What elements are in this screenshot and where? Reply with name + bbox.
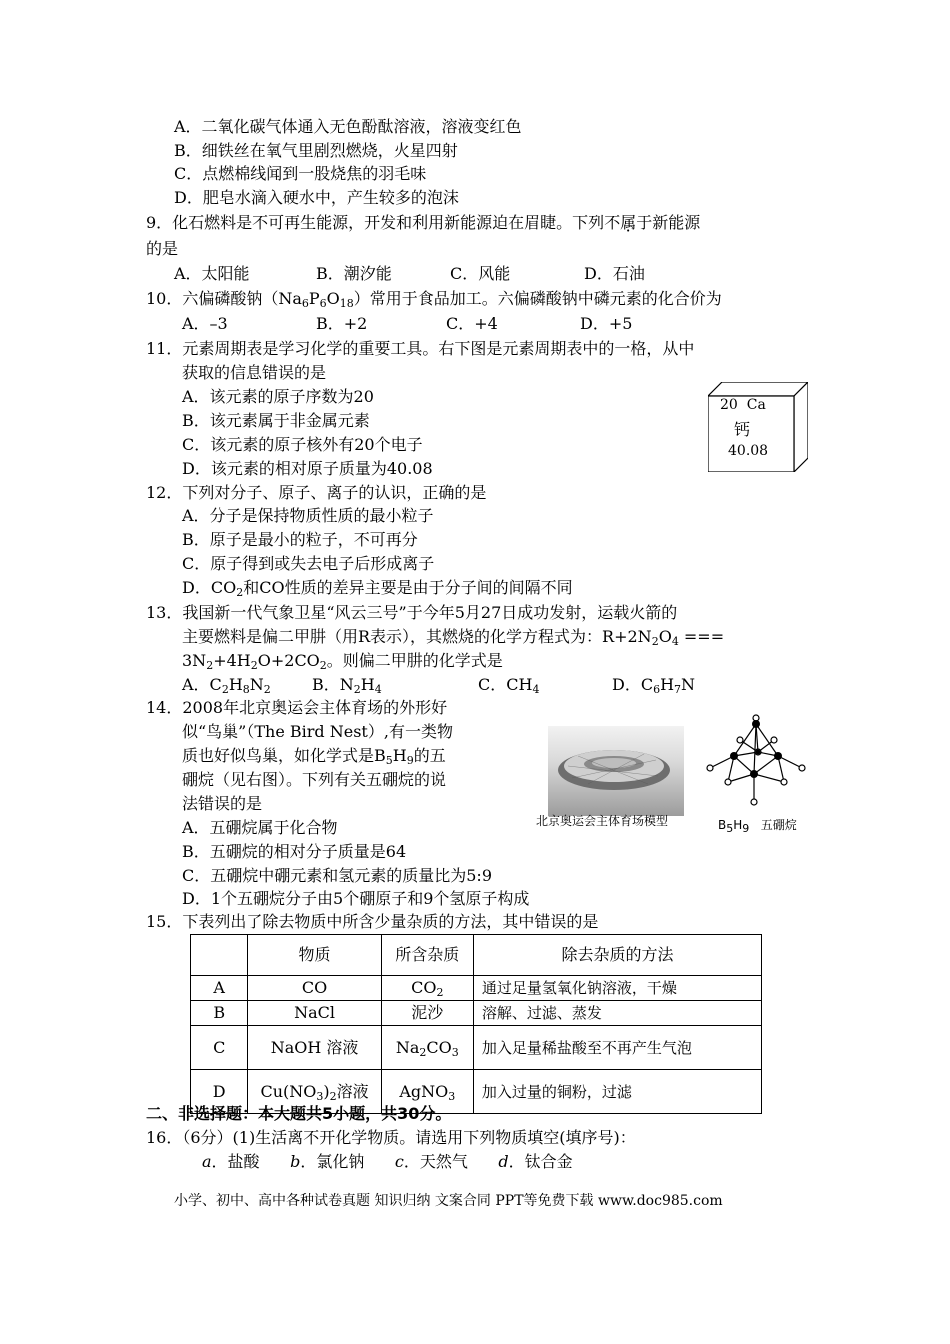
cell-element-name: 钙: [734, 420, 751, 439]
q11-stem-line2: 获取的信息错误的是: [182, 363, 327, 382]
q10-option-b: B．+2: [316, 314, 368, 333]
q11-option-b: B．该元素属于非金属元素: [182, 411, 370, 430]
q11-option-c: C．该元素的原子核外有20个电子: [182, 435, 423, 454]
impurity-removal-table: [190, 934, 762, 1114]
q12-option-b: B．原子是最小的粒子，不可再分: [182, 530, 418, 549]
q16-stem: 16．（6分）(1)生活离不开化学物质。请选用下列物质填空(填序号)：: [146, 1128, 636, 1147]
table-header-row: [191, 935, 762, 976]
header-cell: 物质: [248, 935, 381, 976]
row-label: A: [191, 976, 248, 1001]
q11-option-d: D．该元素的相对原子质量为40.08: [182, 459, 433, 478]
periodic-table-cell: [708, 382, 808, 472]
q8-option-c: C．点燃棉线闻到一股烧焦的羽毛味: [174, 164, 427, 183]
pentaborane-molecule-diagram: [704, 714, 808, 814]
header-cell: 除去杂质的方法: [473, 935, 761, 976]
row-impurity: $CO_2$: [381, 976, 473, 1001]
q8-option-d: D．肥皂水滴入硬水中，产生较多的泡沫: [174, 188, 459, 207]
q14-stem-line3: 质也好似鸟巢，如化学式是$B_5H_9$的五: [182, 746, 446, 767]
q13-option-a: A．$C_2H_8N_2$: [182, 675, 271, 696]
table-row: [191, 1026, 762, 1070]
q12-option-a: A．分子是保持物质性质的最小粒子: [182, 506, 434, 525]
row-impurity: $Na_2CO_3$: [381, 1026, 473, 1070]
q13-option-d: D．$C_6H_7N$: [612, 675, 696, 696]
birds-nest-stadium-photo: [548, 726, 684, 816]
q10-option-d: D．+5: [580, 314, 633, 333]
row-substance: $Cu(NO_3)_2$溶液: [248, 1070, 381, 1114]
q16-choices: a．盐酸 b．氯化钠 c．天然气 d．钛合金: [202, 1152, 573, 1171]
q14-stem-line5: 法错误的是: [182, 794, 263, 813]
row-label: D: [191, 1070, 248, 1114]
row-method: 加入足量稀盐酸至不再产生气泡: [473, 1026, 761, 1070]
q14-option-d: D．1个五硼烷分子由5个硼原子和9个氢原子构成: [182, 889, 530, 908]
q13-stem-line3: $3N_2+4H_2O+2CO_2$。则偏二甲肼的化学式是: [182, 651, 503, 672]
q9-option-a: A．太阳能: [174, 264, 250, 283]
q12-option-d: D．$CO_2$和CO性质的差异主要是由于分子间的间隔不同: [182, 578, 573, 599]
q15-stem: 15．下表列出了除去物质中所含少量杂质的方法，其中错误的是: [146, 912, 599, 931]
row-impurity: AgNO$_3$: [381, 1070, 473, 1114]
cell-number-symbol: 20 Ca: [720, 397, 766, 413]
section2-title: 二、非选择题：本大题共5小题，共30分。: [146, 1104, 452, 1123]
q14-option-c: C．五硼烷中硼元素和氢元素的质量比为5:9: [182, 866, 492, 885]
q9-emphasis: 不属于: [604, 213, 653, 232]
table-row: [191, 976, 762, 1001]
table-row: [191, 1001, 762, 1026]
q9-option-b: B．潮汐能: [316, 264, 392, 283]
q10-stem: 10．六偏磷酸钠$(Na_6P_6O_{18})$常用于食品加工。六偏磷酸钠中磷元素的化合价为: [146, 289, 722, 310]
q9-option-c: C．风能: [450, 264, 511, 283]
row-substance: NaCl: [248, 1001, 381, 1026]
row-label: B: [191, 1001, 248, 1026]
q11-stem-line1: 11．元素周期表是学习化学的重要工具。右下图是元素周期表中的一格，从中: [146, 339, 695, 358]
q13-option-c: C．$CH_4$: [478, 675, 540, 696]
row-method: 加入过量的铜粉，过滤: [473, 1070, 761, 1114]
q12-stem: 12．下列对分子、原子、离子的认识，正确的是: [146, 483, 487, 502]
q13-option-b: B．$N_2H_4$: [312, 675, 382, 696]
row-method: 溶解、过滤、蒸发: [473, 1001, 761, 1026]
q13-stem-line1: 13．我国新一代气象卫星“风云三号”于今年5月27日成功发射，运载火箭的: [146, 603, 678, 622]
page-footer: 小学、初中、高中各种试卷真题 知识归纳 文案合同 PPT等免费下载 www.doc985.com: [174, 1193, 723, 1209]
row-label: C: [191, 1026, 248, 1070]
q14-stem-line4: 硼烷（见右图）。下列有关五硼烷的说: [182, 770, 447, 789]
row-substance: NaOH 溶液: [248, 1026, 381, 1070]
q14-stem-line1: 14．2008年北京奥运会主体育场的外形好: [146, 698, 448, 717]
q13-stem-line2: 主要燃料是偏二甲肼（用R表示），其燃烧的化学方程式为：$R+2N_2O_4$ ===: [182, 627, 725, 648]
row-method: 通过足量氢氧化钠溶液，干燥: [473, 976, 761, 1001]
row-impurity: 泥沙: [381, 1001, 473, 1026]
q14-option-b: B．五硼烷的相对分子质量是64: [182, 842, 407, 861]
q10-option-a: A．–3: [182, 314, 228, 333]
molecule-structure-icon: [704, 714, 808, 814]
q10-option-c: C．+4: [446, 314, 498, 333]
molecule-caption: $B_5H_9$ 五硼烷: [718, 818, 797, 835]
header-cell: 所含杂质: [381, 935, 473, 976]
q9-option-d: D．石油: [584, 264, 645, 283]
cell-atomic-mass: 40.08: [728, 443, 769, 459]
q9-stem-line1: 9．化石燃料是不可再生能源，开发和利用新能源迫在眉睫。下列不属于新能源: [146, 213, 701, 232]
header-cell: [191, 935, 248, 976]
q8-option-a: A．二氧化碳气体通入无色酚酞溶液，溶液变红色: [174, 117, 522, 136]
q8-option-b: B．细铁丝在氧气里剧烈燃烧，火星四射: [174, 141, 458, 160]
row-substance: CO: [248, 976, 381, 1001]
q14-option-a: A．五硼烷属于化合物: [182, 818, 338, 837]
q9-stem-line2: 的是: [146, 239, 179, 258]
q14-stem-line2: 似“鸟巢”（The Bird Nest）,有一类物: [182, 722, 453, 741]
q12-option-c: C．原子得到或失去电子后形成离子: [182, 554, 435, 573]
photo-caption: 北京奥运会主体育场模型: [536, 814, 669, 828]
q11-option-a: A．该元素的原子序数为20: [182, 387, 374, 406]
